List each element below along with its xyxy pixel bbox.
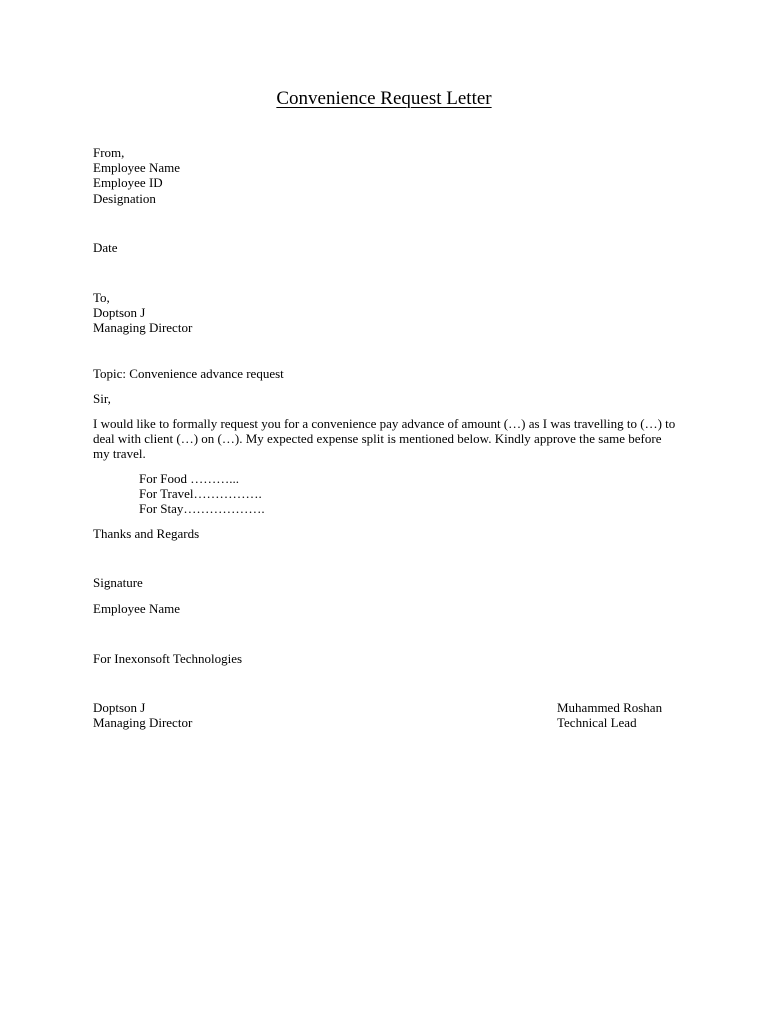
- signatory-right-name: Muhammed Roshan: [557, 700, 663, 715]
- signatory-left-role: Managing Director: [93, 715, 193, 731]
- topic-text: Topic: Convenience advance request: [93, 366, 284, 381]
- signature-line: [93, 575, 143, 590]
- topic-line: [93, 366, 284, 381]
- closing-line: [93, 526, 199, 541]
- signature-label: Signature: [93, 575, 143, 590]
- to-heading: To,: [93, 290, 110, 305]
- employee-name-line: [93, 601, 180, 616]
- date-label: Date: [93, 240, 118, 255]
- signatory-left-name: Doptson J: [93, 700, 146, 715]
- to-block: [93, 290, 192, 336]
- body-paragraph: I would like to formally request you for a convenience pay advance of amount (…) as I was travelling to (…) to deal with client (…) on (…). My expected expense split is mentioned below. Kindly approve the same before my travel.: [93, 416, 676, 462]
- from-block: [93, 145, 180, 206]
- signatory-right: [557, 700, 662, 730]
- from-designation: Designation: [93, 190, 156, 206]
- company-line: [93, 651, 242, 666]
- signatory-right-role: Technical Lead: [557, 715, 637, 731]
- to-recipient-role: Managing Director: [93, 320, 193, 336]
- from-heading: From,: [93, 145, 125, 160]
- salutation-text: Sir,: [93, 391, 111, 406]
- signatory-left: [93, 700, 192, 730]
- expense-item-travel: For Travel…………….: [139, 486, 262, 502]
- letter-title: Convenience Request Letter: [276, 88, 492, 109]
- company-text: For Inexonsoft Technologies: [93, 651, 243, 666]
- from-employee-name: Employee Name: [93, 160, 180, 176]
- date-block: [93, 240, 118, 255]
- employee-name-label: Employee Name: [93, 601, 180, 616]
- to-recipient-name: Doptson J: [93, 305, 146, 321]
- expense-list: [139, 471, 265, 517]
- salutation-line: [93, 391, 111, 406]
- expense-item-stay: For Stay……………….: [139, 501, 265, 517]
- closing-text: Thanks and Regards: [93, 526, 200, 541]
- from-employee-id: Employee ID: [93, 175, 163, 191]
- expense-item-food: For Food ………...: [139, 471, 240, 486]
